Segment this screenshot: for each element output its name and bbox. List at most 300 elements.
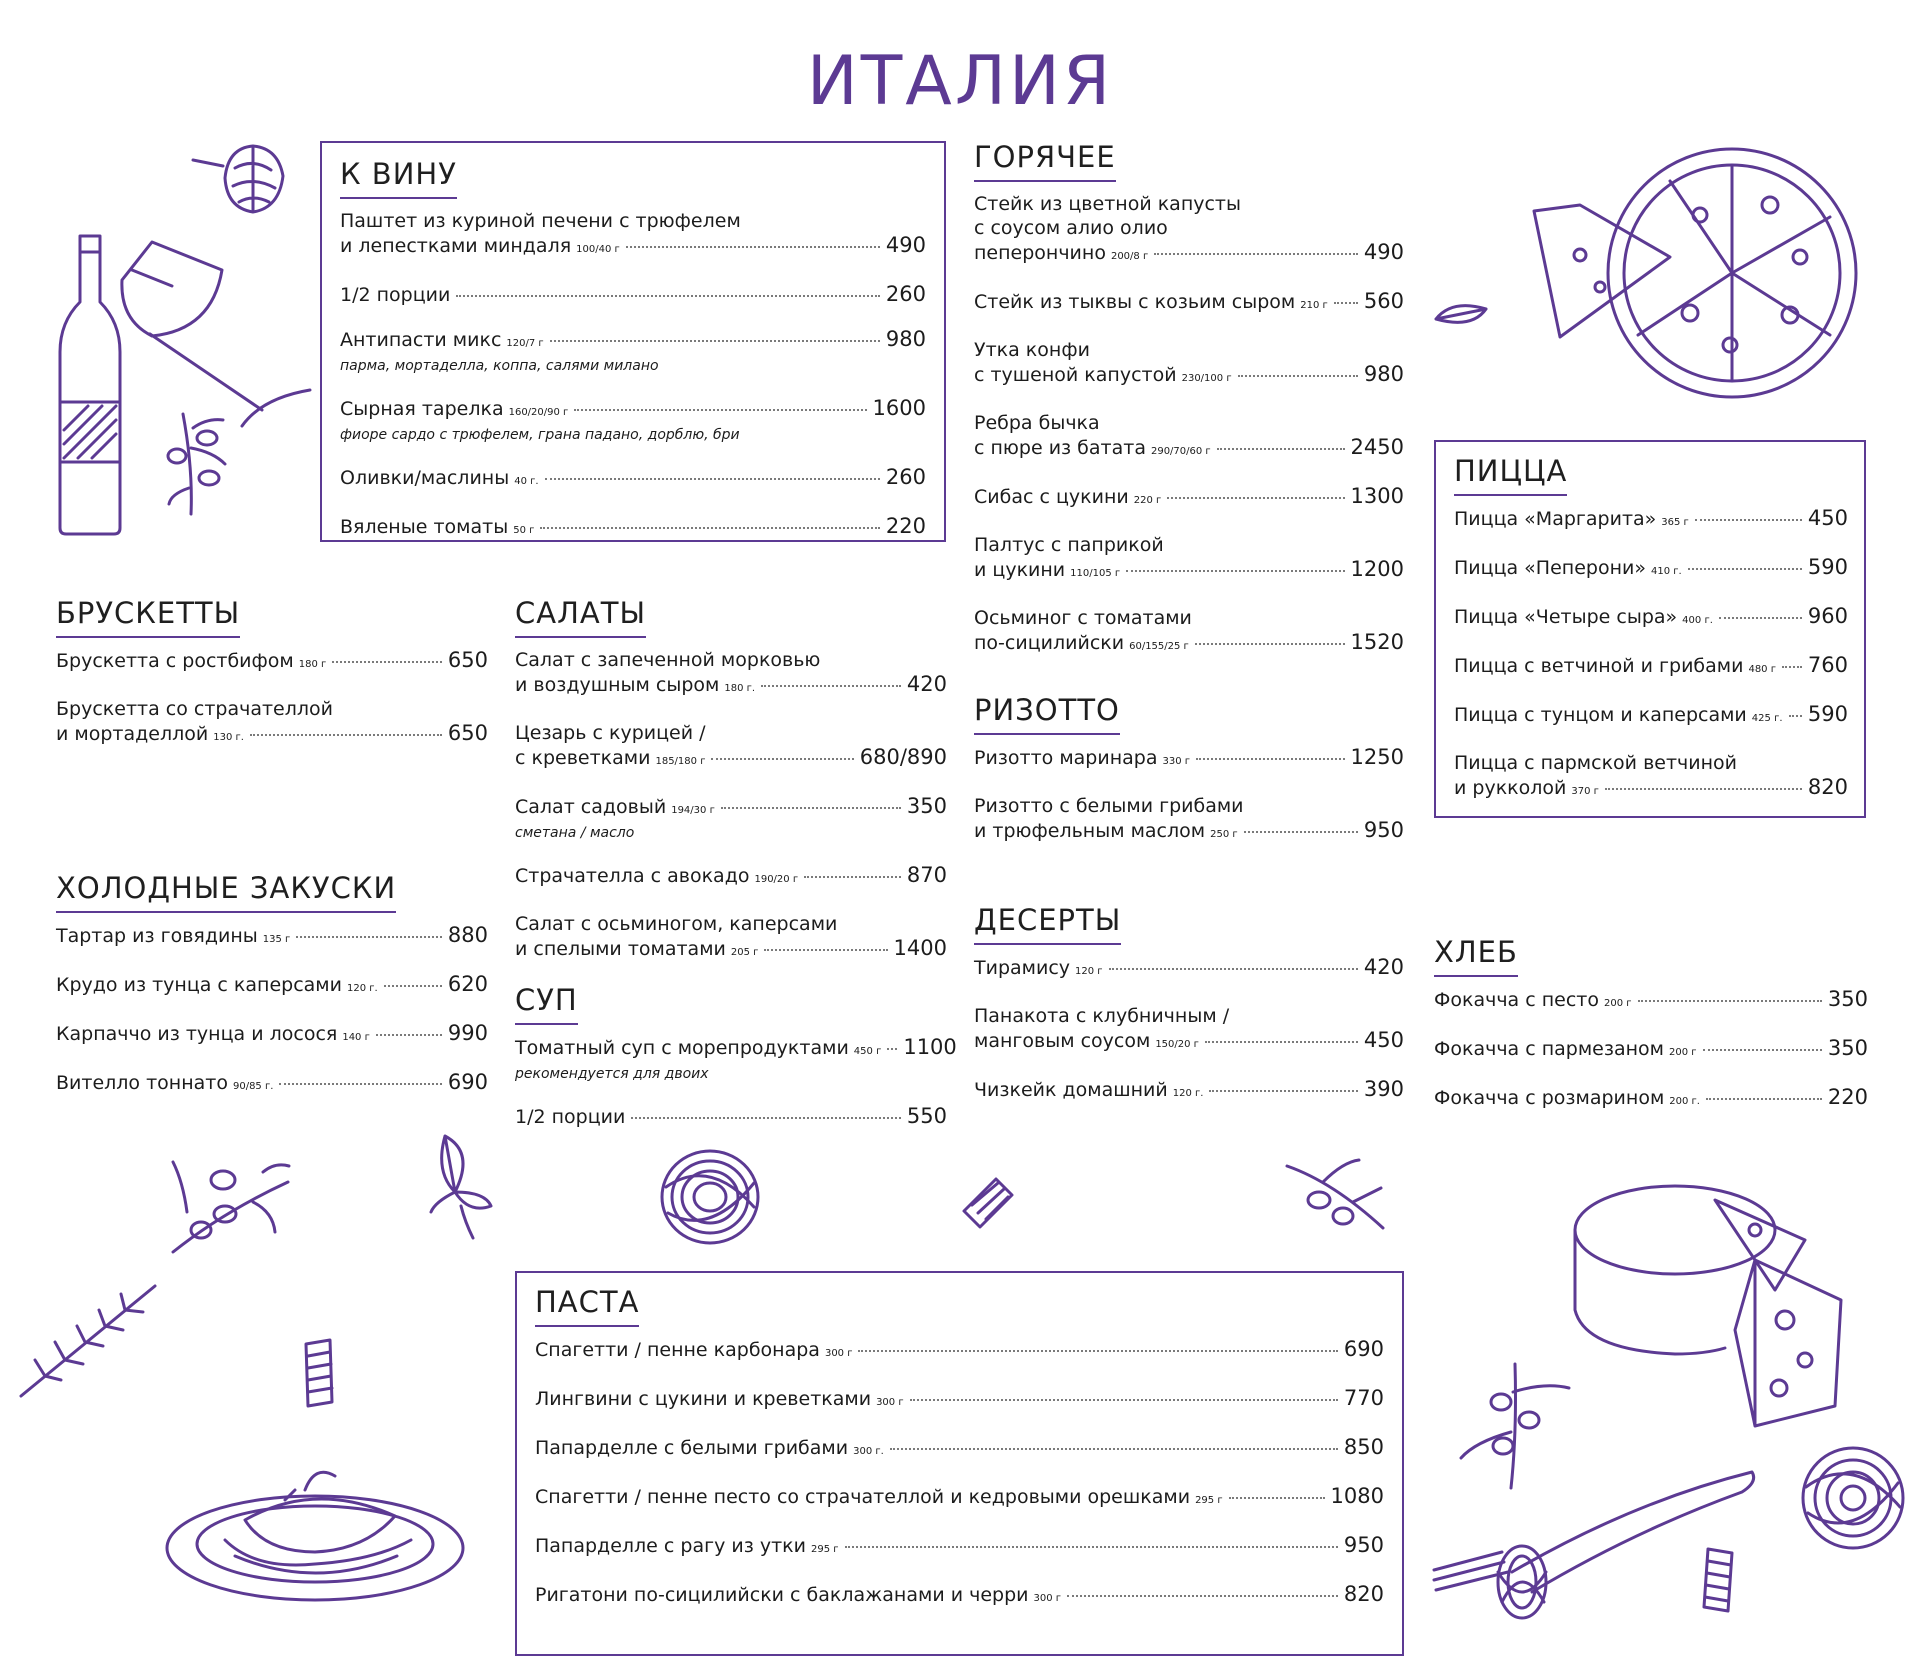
dish-name: Сибас с цукини — [974, 486, 1129, 508]
menu-item — [1454, 751, 1848, 804]
dish-name: Пицца «Четыре сыра» — [1454, 606, 1678, 628]
menu-item — [535, 1582, 1384, 1611]
menu-item — [974, 533, 1404, 586]
dotted-leader — [1217, 448, 1345, 450]
dish-name: Салат садовый — [515, 796, 667, 818]
menu-item — [535, 1337, 1384, 1366]
dish-name: и рукколой — [1454, 777, 1567, 799]
dotted-leader — [1126, 570, 1344, 572]
dish-name: Карпаччо из тунца и лосося — [56, 1023, 338, 1045]
dotted-leader — [1067, 1595, 1338, 1597]
dish-name-line: Пицца с пармской ветчиной — [1454, 752, 1737, 774]
dish-price: 1100 — [903, 1035, 957, 1059]
dish-name: Вяленые томаты — [340, 516, 509, 538]
section-title: СУП — [515, 983, 578, 1025]
section-bruschetta — [56, 596, 488, 770]
dish-weight: 330 г — [1162, 756, 1191, 767]
menu-item — [1454, 604, 1848, 633]
dotted-leader — [1638, 1000, 1822, 1002]
dish-name-line: Ризотто с белыми грибами — [974, 795, 1244, 817]
dish-price: 1080 — [1330, 1484, 1384, 1508]
menu-item — [340, 465, 926, 494]
dish-weight: 370 г — [1571, 786, 1599, 797]
dish-name: Пицца «Пеперони» — [1454, 557, 1646, 579]
dotted-leader — [574, 409, 866, 411]
dish-name: Чизкейк домашний — [974, 1079, 1168, 1101]
wine-glass-icon — [112, 230, 317, 430]
dish-name-line: Стейк из цветной капусты — [974, 193, 1242, 215]
section-risotto — [974, 693, 1404, 867]
dish-weight: 250 г — [1210, 829, 1238, 840]
menu-item — [535, 1386, 1384, 1415]
menu-item — [1434, 1036, 1868, 1065]
dish-row — [515, 672, 947, 701]
dish-weight: 120 г. — [346, 983, 378, 994]
dotted-leader — [1109, 968, 1358, 970]
dish-row — [56, 1070, 488, 1099]
dish-description: сметана / масло — [515, 825, 635, 841]
dish-weight: 40 г. — [514, 476, 539, 487]
dish-row — [515, 794, 947, 823]
dotted-leader — [1196, 758, 1345, 760]
dish-name: Вителло тоннато — [56, 1072, 228, 1094]
dish-name: Стейк из тыквы с козьим сыром — [974, 291, 1296, 313]
dotted-leader — [540, 527, 880, 529]
dotted-leader — [804, 876, 901, 878]
dish-row — [515, 936, 947, 965]
dotted-leader — [550, 340, 880, 342]
dish-weight: 230/100 г — [1181, 373, 1232, 384]
dotted-leader — [1789, 715, 1802, 717]
basil-leaf-icon — [425, 1132, 495, 1242]
section-title: РИЗОТТО — [974, 693, 1120, 735]
menu-item — [515, 794, 947, 843]
section-goryachee — [974, 140, 1404, 679]
pasta-nest-icon — [1798, 1443, 1908, 1553]
dish-name-line: Салат с осьминогом, каперсами — [515, 913, 838, 935]
menu-item — [56, 697, 488, 750]
dish-price: 450 — [1363, 1028, 1404, 1052]
dotted-leader — [1334, 302, 1358, 304]
menu-item — [974, 289, 1404, 318]
dish-price: 1400 — [893, 936, 947, 960]
section-k-vinu — [320, 141, 946, 542]
dish-row — [974, 818, 1404, 847]
menu-item — [340, 396, 926, 445]
dish-price: 490 — [1363, 240, 1404, 264]
dish-price: 1600 — [872, 396, 926, 420]
dish-row — [974, 557, 1404, 586]
dotted-leader — [1695, 519, 1802, 521]
dish-price: 680/890 — [859, 745, 947, 769]
menu-item — [1454, 653, 1848, 682]
dish-description: парма, мортаделла, коппа, салями милано — [340, 358, 659, 374]
dotted-leader — [845, 1546, 1338, 1548]
dish-price: 420 — [906, 672, 947, 696]
dish-row — [340, 282, 926, 307]
dish-price: 350 — [906, 794, 947, 818]
dotted-leader — [250, 734, 442, 736]
dish-name: Тирамису — [974, 957, 1071, 979]
penne-icon — [1698, 1545, 1738, 1615]
dish-price: 350 — [1827, 1036, 1868, 1060]
artichoke-icon — [183, 138, 288, 218]
menu-item — [56, 923, 488, 952]
dish-row — [1454, 604, 1848, 633]
dotted-leader — [1154, 253, 1358, 255]
dish-weight: 200 г — [1603, 998, 1632, 1009]
dish-name: Фокачча с розмарином — [1434, 1087, 1665, 1109]
dish-name: Фокачча с пармезаном — [1434, 1038, 1664, 1060]
dish-price: 450 — [1807, 506, 1848, 530]
dish-weight: 90/85 г. — [232, 1081, 274, 1092]
menu-item — [974, 745, 1404, 774]
dish-name: Крудо из тунца с каперсами — [56, 974, 342, 996]
menu-item — [340, 514, 926, 543]
dish-name: Оливки/маслины — [340, 467, 510, 489]
rosemary-icon — [15, 1276, 160, 1406]
dish-name: по-сицилийски — [974, 632, 1125, 654]
dotted-leader — [1205, 1041, 1358, 1043]
dish-row — [340, 465, 926, 494]
dish-weight: 450 г — [853, 1046, 882, 1057]
dish-name: Спагетти / пенне карбонара — [535, 1339, 820, 1361]
dish-weight: 180 г. — [724, 683, 756, 694]
dish-weight: 120 г. — [1172, 1088, 1204, 1099]
dotted-leader — [631, 1117, 901, 1119]
dish-name: 1/2 порции — [515, 1106, 626, 1128]
dotted-leader — [332, 661, 442, 663]
dish-price: 260 — [885, 282, 926, 306]
menu-item — [56, 1021, 488, 1050]
dish-name-line: Салат с запеченной морковью — [515, 649, 821, 671]
dotted-leader — [1238, 375, 1358, 377]
pasta-nest-icon — [658, 1147, 762, 1247]
menu-item — [515, 912, 947, 965]
dotted-leader — [1706, 1098, 1822, 1100]
dish-weight: 160/20/90 г — [508, 407, 569, 418]
dish-name: и воздушным сыром — [515, 674, 720, 696]
dish-row — [974, 435, 1404, 464]
section-bread — [1434, 935, 1868, 1134]
section-title: САЛАТЫ — [515, 596, 646, 638]
dish-row — [56, 1021, 488, 1050]
dish-row — [974, 630, 1404, 659]
dish-weight: 120 г — [1075, 966, 1103, 977]
menu-item — [1434, 1085, 1868, 1114]
dish-name: и спелыми томатами — [515, 938, 726, 960]
menu-item — [974, 411, 1404, 464]
menu-item — [56, 648, 488, 677]
dish-price: 220 — [885, 514, 926, 538]
dish-row — [535, 1533, 1384, 1562]
dish-weight: 300 г. — [853, 1446, 884, 1457]
dish-name-line: Палтус с паприкой — [974, 534, 1164, 556]
dish-weight: 480 г — [1748, 664, 1776, 675]
dish-name-line: Осьминог с томатами — [974, 607, 1192, 629]
dish-weight: 290/70/60 г — [1150, 446, 1211, 457]
dotted-leader — [858, 1350, 1337, 1352]
dish-name-line: с соусом алио олио — [974, 217, 1168, 239]
section-pizza — [1434, 440, 1866, 818]
dish-price: 1250 — [1350, 745, 1404, 769]
dish-price: 760 — [1807, 653, 1848, 677]
dish-row — [974, 240, 1404, 269]
dish-price: 2450 — [1350, 435, 1404, 459]
dish-weight: 200 г. — [1669, 1096, 1700, 1107]
dotted-leader — [761, 685, 901, 687]
dotted-leader — [1244, 831, 1358, 833]
dish-row — [535, 1484, 1384, 1513]
menu-item — [56, 972, 488, 1001]
section-desserts — [974, 903, 1404, 1126]
dish-weight: 295 г — [810, 1544, 839, 1555]
dish-price: 1300 — [1350, 484, 1404, 508]
dish-weight: 190/20 г — [754, 874, 799, 885]
dish-row — [974, 484, 1404, 513]
dish-price: 880 — [447, 923, 488, 947]
dotted-leader — [384, 985, 442, 987]
dish-row — [340, 396, 926, 425]
dish-weight: 220 г — [1133, 495, 1162, 506]
dish-row — [56, 721, 488, 750]
dish-row — [56, 648, 488, 677]
dish-price: 350 — [1827, 987, 1868, 1011]
dish-name: Ригатони по-сицилийски с баклажанами и черри — [535, 1584, 1029, 1606]
dish-name: и лепестками миндаля — [340, 235, 572, 257]
menu-item — [535, 1435, 1384, 1464]
dish-row — [1434, 1036, 1868, 1065]
dotted-leader — [1605, 788, 1802, 790]
dish-price: 590 — [1807, 555, 1848, 579]
section-pasta — [515, 1271, 1404, 1656]
dish-price: 220 — [1827, 1085, 1868, 1109]
olive-branch-icon — [1283, 1152, 1388, 1232]
dotted-leader — [1703, 1049, 1822, 1051]
menu-item — [974, 192, 1404, 269]
page-title: ИТАЛИЯ — [806, 42, 1114, 121]
dish-row — [1434, 1085, 1868, 1114]
menu-item — [974, 1077, 1404, 1106]
dish-weight: 150/20 г — [1155, 1039, 1199, 1050]
dish-description: рекомендуется для двоих — [515, 1066, 709, 1082]
dish-weight: 120/7 г — [506, 338, 544, 349]
dish-price: 420 — [1363, 955, 1404, 979]
dish-row — [515, 745, 947, 774]
dish-row — [340, 514, 926, 543]
olive-branch-icon — [163, 1152, 293, 1257]
pasta-plate-icon — [165, 1460, 475, 1605]
dish-weight: 50 г — [513, 525, 535, 536]
menu-item — [515, 1104, 947, 1129]
cheese-wheel-icon — [1565, 1180, 1845, 1430]
dish-price: 260 — [885, 465, 926, 489]
dish-name: Ризотто маринара — [974, 747, 1158, 769]
dish-row — [515, 1104, 947, 1129]
dish-name: Фокачча с песто — [1434, 989, 1599, 1011]
dish-name: 1/2 порции — [340, 284, 451, 306]
dotted-leader — [764, 949, 887, 951]
menu-item — [340, 282, 926, 307]
dish-weight: 194/30 г — [671, 805, 715, 816]
dish-price: 870 — [906, 863, 947, 887]
dish-name-line: Утка конфи — [974, 339, 1090, 361]
dish-weight: 425 г. — [1751, 713, 1783, 724]
dotted-leader — [545, 478, 880, 480]
dish-name: Антипасти микс — [340, 329, 502, 351]
dish-name: манговым соусом — [974, 1030, 1151, 1052]
dish-price: 950 — [1343, 1533, 1384, 1557]
dish-weight: 365 г — [1661, 517, 1689, 528]
dish-weight: 200 г — [1669, 1047, 1697, 1058]
dish-row — [56, 923, 488, 952]
menu-item — [340, 327, 926, 376]
dish-weight: 130 г. — [213, 732, 244, 743]
dish-weight: 135 г — [262, 934, 291, 945]
dotted-leader — [721, 807, 901, 809]
menu-item — [974, 484, 1404, 513]
dish-name: и трюфельным маслом — [974, 820, 1206, 842]
dish-price: 950 — [1363, 818, 1404, 842]
section-title: ПАСТА — [535, 1285, 639, 1327]
section-title: ДЕСЕРТЫ — [974, 903, 1121, 945]
dish-row — [56, 972, 488, 1001]
dotted-leader — [456, 295, 880, 297]
menu-item — [535, 1533, 1384, 1562]
section-title: К ВИНУ — [340, 157, 457, 199]
dish-name-line: Брускетта со страчателлой — [56, 698, 333, 720]
dish-price: 390 — [1363, 1077, 1404, 1101]
menu-item — [974, 794, 1404, 847]
menu-item — [974, 606, 1404, 659]
menu-item — [535, 1484, 1384, 1513]
dish-weight: 400 г. — [1682, 615, 1713, 626]
dotted-leader — [296, 936, 442, 938]
dish-name: с креветками — [515, 747, 651, 769]
dish-price: 490 — [885, 233, 926, 257]
dish-name: и цукини — [974, 559, 1066, 581]
dish-name: Тартар из говядины — [56, 925, 258, 947]
dish-row — [535, 1337, 1384, 1366]
dish-name: Страчателла с авокадо — [515, 865, 750, 887]
menu-item — [1454, 702, 1848, 731]
dish-weight: 200/8 г — [1110, 251, 1149, 262]
dish-name: с тушеной капустой — [974, 364, 1177, 386]
dish-name: Папарделле с белыми грибами — [535, 1437, 849, 1459]
dish-row — [974, 745, 1404, 774]
dish-name-line: Цезарь с курицей / — [515, 722, 706, 744]
menu-item — [974, 338, 1404, 391]
dish-weight: 140 г — [342, 1032, 370, 1043]
dish-weight: 300 г — [1033, 1593, 1062, 1604]
menu-item — [1454, 555, 1848, 584]
dish-weight: 180 г — [298, 659, 327, 670]
menu-item — [340, 209, 926, 262]
dish-name-line: Ребра бычка — [974, 412, 1100, 434]
dish-price: 1200 — [1350, 557, 1404, 581]
dish-name: Сырная тарелка — [340, 398, 504, 420]
dish-weight: 300 г — [824, 1348, 853, 1359]
dish-price: 550 — [906, 1104, 947, 1128]
dish-weight: 295 г — [1195, 1495, 1223, 1506]
dish-row — [974, 289, 1404, 318]
dish-price: 850 — [1343, 1435, 1384, 1459]
dotted-leader — [1782, 666, 1802, 668]
section-salads — [515, 596, 947, 985]
section-title: ХОЛОДНЫЕ ЗАКУСКИ — [56, 871, 396, 913]
section-soup — [515, 983, 957, 1149]
pizza-icon — [1530, 145, 1860, 410]
dish-price: 590 — [1807, 702, 1848, 726]
dish-row — [1454, 506, 1848, 535]
dish-row — [1454, 653, 1848, 682]
dish-name: с пюре из батата — [974, 437, 1146, 459]
dotted-leader — [626, 246, 880, 248]
dish-row — [535, 1582, 1384, 1611]
dish-name-line: Панакота с клубничным / — [974, 1005, 1230, 1027]
dish-price: 820 — [1807, 775, 1848, 799]
dish-name: Папарделле с рагу из утки — [535, 1535, 806, 1557]
menu-item — [56, 1070, 488, 1099]
dish-row — [974, 1028, 1404, 1057]
dish-price: 560 — [1363, 289, 1404, 313]
menu-item — [974, 1004, 1404, 1057]
dotted-leader — [890, 1448, 1338, 1450]
section-title: ХЛЕБ — [1434, 935, 1518, 977]
dotted-leader — [1719, 617, 1802, 619]
dotted-leader — [1195, 643, 1345, 645]
menu-item — [974, 955, 1404, 984]
dish-weight: 210 г — [1300, 300, 1328, 311]
section-title: ГОРЯЧЕЕ — [974, 140, 1116, 182]
olive-branch-icon — [163, 408, 243, 518]
dotted-leader — [910, 1399, 1338, 1401]
dish-weight: 100/40 г — [576, 244, 620, 255]
dish-row — [340, 233, 926, 262]
dish-price: 820 — [1343, 1582, 1384, 1606]
dotted-leader — [711, 758, 853, 760]
dish-price: 620 — [447, 972, 488, 996]
dish-name: Пицца «Маргарита» — [1454, 508, 1657, 530]
dish-weight: 410 г. — [1650, 566, 1682, 577]
dish-price: 690 — [447, 1070, 488, 1094]
menu-item — [515, 863, 947, 892]
dotted-leader — [1229, 1497, 1325, 1499]
dish-price: 960 — [1807, 604, 1848, 628]
dish-row — [1454, 702, 1848, 731]
dish-row — [515, 863, 947, 892]
dish-price: 980 — [885, 327, 926, 351]
dish-row — [340, 327, 926, 356]
dish-price: 650 — [447, 721, 488, 745]
dish-price: 990 — [447, 1021, 488, 1045]
basil-leaf-icon — [1432, 295, 1490, 340]
dish-name-line: Паштет из куриной печени с трюфелем — [340, 210, 741, 232]
dish-name: пеперончино — [974, 242, 1106, 264]
dish-price: 980 — [1363, 362, 1404, 386]
dish-row — [515, 1035, 957, 1064]
dish-weight: 110/105 г — [1070, 568, 1121, 579]
menu-item — [1434, 987, 1868, 1016]
dotted-leader — [1209, 1090, 1357, 1092]
dish-name: и мортаделлой — [56, 723, 209, 745]
menu-item — [1454, 506, 1848, 535]
dotted-leader — [887, 1048, 897, 1050]
menu-item — [515, 1035, 957, 1084]
dish-name: Томатный суп с морепродуктами — [515, 1037, 849, 1059]
section-title: БРУСКЕТТЫ — [56, 596, 240, 638]
dish-row — [974, 362, 1404, 391]
